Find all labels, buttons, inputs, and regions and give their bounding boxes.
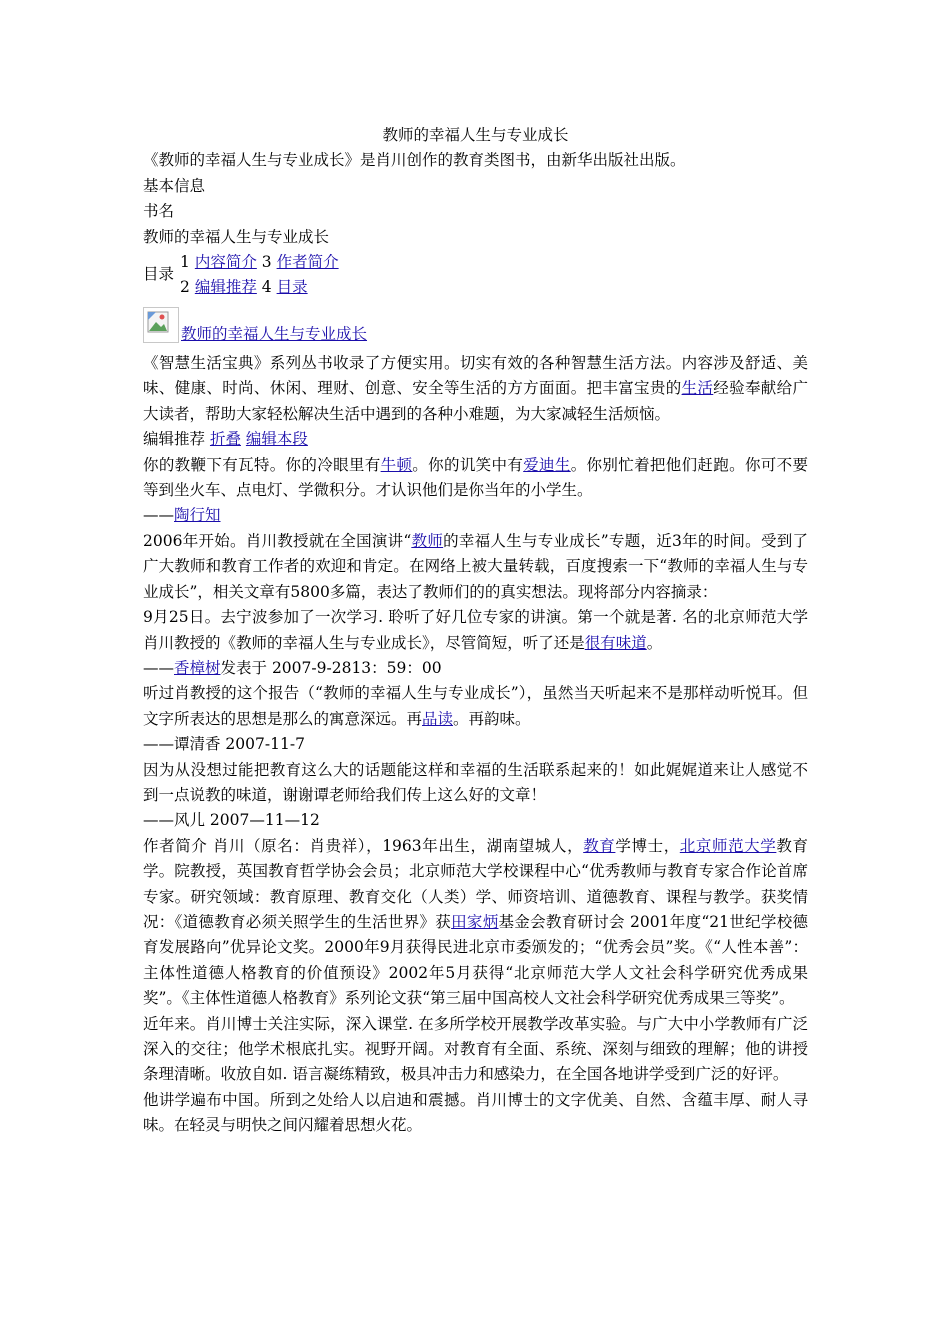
image-link-row (143, 300, 808, 347)
toc-rows (180, 250, 339, 300)
toc-number: 3 (261, 253, 272, 272)
recent-paragraph: 近年来。肖川博士关注实际，深入课堂. 在多所学校开展教学改革实验。与广大中小学教师有广泛深入的交往；他学术根底扎实。视野开阔。对教育有全面、系统、深刻与细致的理解；他的讲授条理清晰。收放自如. 语言凝练精致，极具冲击力和感染力，在全国各地讲学受到广泛的好评。 (143, 1014, 808, 1084)
toc-number: 1 (180, 253, 190, 272)
link-edison[interactable]: 爱迪生 (523, 455, 571, 474)
comment3-attribution: ——风儿 2007—11—12 (143, 811, 320, 830)
toc-link-author[interactable]: 作者简介 (276, 253, 339, 272)
comment1-paragraph: 9月25日。去宁波参加了一次学习. 聆听了好几位专家的讲演。第一个就是著. 名的北京师范大学肖川教授的《教师的幸福人生与专业成长》，尽管简短，听了还是很有味道。 (143, 608, 808, 652)
document-page (143, 123, 808, 1139)
link-tasteful[interactable]: 很有味道 (584, 633, 647, 652)
toc-label: 目录 (143, 265, 175, 284)
broken-image-icon[interactable] (143, 307, 179, 343)
link-tian-jiabing[interactable]: 田家炳 (451, 912, 499, 931)
toc-number: 4 (261, 278, 272, 297)
link-camphor-tree[interactable]: 香樟树 (174, 658, 221, 677)
document-title: 教师的幸福人生与专业成长 (382, 126, 569, 144)
link-education[interactable]: 教育 (583, 836, 616, 855)
comment1-attribution: ——香樟树发表于 2007-9-2813：59：00 (143, 658, 442, 677)
toc-row (180, 250, 339, 275)
link-tao-xingzhi[interactable]: 陶行知 (174, 506, 221, 525)
toc-link-contents[interactable]: 目录 (276, 278, 308, 297)
toc-link-editor[interactable]: 编辑推荐 (194, 278, 257, 297)
toc-link-summary[interactable]: 内容简介 (194, 253, 257, 272)
intro-line: 《教师的幸福人生与专业成长》是肖川创作的教育类图书，由新华出版社出版。 (143, 151, 686, 170)
comment3-paragraph: 因为从没想过能把教育这么大的话题能这样和幸福的生活联系起来的！如此娓娓道来让人感觉不到一点说教的味道，谢谢谭老师给我们传上这么好的文章！ (143, 760, 808, 804)
toc-row (180, 275, 339, 300)
link-bnu[interactable]: 北京师范大学 (679, 836, 777, 855)
link-teacher[interactable]: 教师 (411, 531, 444, 550)
toc-number: 2 (180, 278, 190, 297)
quote-paragraph: 你的教鞭下有瓦特。你的冷眼里有牛顿。你的讥笑中有爱迪生。你别忙着把他们赶跑。你可不要等到坐火车、点电灯、学微积分。才认识他们是你当年的小学生。 (143, 455, 808, 500)
collapse-link[interactable]: 折叠 (209, 430, 241, 449)
quote-attribution: ——陶行知 (143, 506, 221, 525)
comment2-paragraph: 听过肖教授的这个报告（“教师的幸福人生与专业成长”），虽然当天听起来不是那样动听悦耳。但文字所表达的思想是那么的寓意深远。再品读。再韵味。 (143, 684, 808, 728)
editor-section-header (143, 427, 808, 452)
link-read[interactable]: 品读 (422, 709, 454, 728)
summary-paragraph: 《智慧生活宝典》系列丛书收录了方便实用。切实有效的各种智慧生活方法。内容涉及舒适、美味、健康、时尚、休闲、理财、创意、安全等生活的方方面面。把丰富宝贵的生活经验奉献给广大读者，帮助大家轻松解决生活中遇到的各种小难题，为大家减轻生活烦恼。 (143, 354, 808, 423)
book-name-value: 教师的幸福人生与专业成长 (143, 227, 330, 246)
basic-info-label: 基本信息 (143, 176, 206, 195)
link-newton[interactable]: 牛顿 (380, 455, 413, 474)
lecture-paragraph: 他讲学遍布中国。所到之处给人以启迪和震撼。肖川博士的文字优美、自然、含蕴丰厚、耐人寻味。在轻灵与明快之间闪耀着思想火花。 (143, 1090, 808, 1135)
edit-section-link[interactable]: 编辑本段 (245, 430, 308, 449)
editor-label: 编辑推荐 (143, 430, 206, 449)
link-life[interactable]: 生活 (681, 379, 714, 398)
intro2-paragraph: 2006年开始。肖川教授就在全国演讲“教师的幸福人生与专业成长”专题，近3年的时间。受到了广大教师和教育工作者的欢迎和肯定。在网络上被大量转载，百度搜索一下“教师的幸福人生与专业成长”，相关文章有5800多篇，表达了教师们的的真实想法。现将部分内容摘录： (143, 531, 808, 601)
author-paragraph: 作者简介 肖川（原名：肖贵祥），1963年出生，湖南望城人，教育学博士，北京师范大学教育学。院教授，英国教育哲学协会会员；北京师范大学校课程中心“优秀教师与教育专家合作论首席专家。研究领域：教育原理、教育交化（人类）学、师资培训、道德教育、课程与教学。获奖情况：《道德教育必须关照学生的生活世界》获田家炳基金会教育研讨会 2001年度“21世纪学校德育发展路向”优异论文奖。2000年9月获得民进北京市委颁发的；“优秀会员”奖。《“人性本善”：主体性道德人格教育的价值预设》2002年5月获得“北京师范大学人文社会科学研究优秀成果奖”。《主体性道德人格教育》系列论文获“第三届中国高校人文社会科学研究优秀成果三等奖”。 (143, 836, 808, 1008)
table-of-contents (143, 250, 808, 300)
book-image-link[interactable]: 教师的幸福人生与专业成长 (181, 324, 368, 343)
book-name-label: 书名 (143, 202, 175, 221)
comment2-attribution: ——谭清香 2007-11-7 (143, 735, 305, 754)
